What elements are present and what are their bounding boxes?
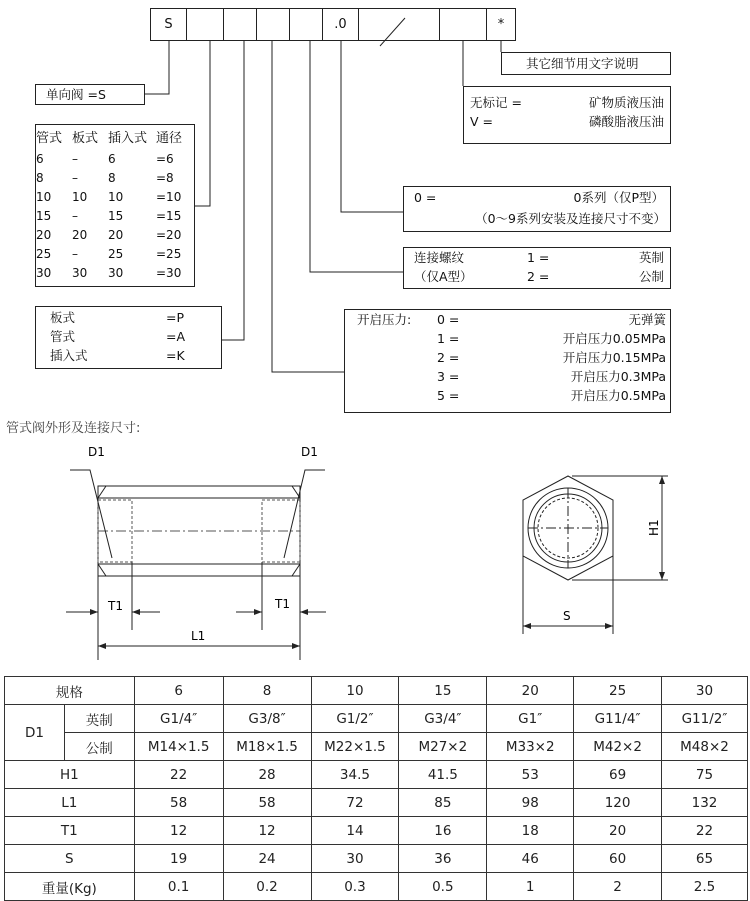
pressure-key: 2 = — [437, 350, 460, 365]
spec-row-label: T1 — [5, 817, 135, 845]
spec-cell: M27×2 — [399, 733, 487, 761]
note-other-text: 其它细节用文字说明 — [526, 56, 639, 71]
spec-cell: 36 — [399, 845, 487, 873]
code-cell-1: S — [150, 8, 187, 41]
spec-cell: G11/4″ — [574, 705, 662, 733]
diameter-header-bore: 通径 — [156, 131, 183, 146]
spec-cell: 22 — [134, 761, 223, 789]
pressure-value: 开启压力0.05MPa — [562, 331, 666, 346]
spec-cell: M48×2 — [662, 733, 748, 761]
pressure-value: 无弹簧 — [628, 312, 666, 327]
thread-label: 连接螺纹 — [414, 250, 465, 265]
spec-cell: G3/8″ — [223, 705, 311, 733]
spec-row — [5, 817, 748, 845]
valve-drawing — [0, 438, 750, 668]
pressure-value: 开启压力0.3MPa — [570, 369, 666, 384]
diameter-cell: 15 — [108, 209, 124, 223]
spec-cell: M14×1.5 — [134, 733, 223, 761]
pressure-value: 开启压力0.15MPa — [562, 350, 666, 365]
spec-cell: 10 — [311, 677, 399, 705]
thread-label-note: （仅A型） — [414, 269, 473, 284]
diameter-cell: – — [72, 171, 78, 185]
spec-cell: 0.5 — [399, 873, 487, 901]
spec-cell: 19 — [134, 845, 223, 873]
oil-v-value: 磷酸脂液压油 — [588, 114, 664, 129]
mounting-box — [35, 306, 222, 369]
spec-cell: 58 — [134, 789, 223, 817]
spec-cell: 120 — [574, 789, 662, 817]
spec-cell: 60 — [574, 845, 662, 873]
spec-cell: G11/2″ — [662, 705, 748, 733]
spec-row-label: L1 — [5, 789, 135, 817]
pressure-key: 1 = — [437, 331, 460, 346]
diameter-header-pipe: 管式 — [36, 131, 63, 146]
thread-opt2-value: 公制 — [638, 269, 664, 284]
spec-cell: 30 — [662, 677, 748, 705]
spec-cell: M33×2 — [487, 733, 574, 761]
label-d1-left: D1 — [88, 445, 105, 459]
spec-row-label: H1 — [5, 761, 135, 789]
pressure-box — [344, 309, 671, 413]
label-h1: H1 — [647, 519, 661, 536]
diameter-cell: 25 — [36, 247, 52, 261]
spec-cell: 12 — [134, 817, 223, 845]
pressure-key: 3 = — [437, 369, 460, 384]
diameter-box — [35, 124, 195, 287]
spec-cell: 28 — [223, 761, 311, 789]
oil-none-label: 无标记 = — [470, 95, 522, 110]
label-l1: L1 — [191, 629, 206, 643]
spec-cell: 14 — [311, 817, 399, 845]
spec-cell: 65 — [662, 845, 748, 873]
spec-cell: 41.5 — [399, 761, 487, 789]
diameter-cell: =8 — [156, 171, 174, 185]
mount-plate-value: =P — [166, 310, 185, 325]
label-t1-right: T1 — [275, 597, 290, 611]
mount-plate-label: 板式 — [50, 310, 76, 325]
spec-cell: 53 — [487, 761, 574, 789]
diameter-cell: 20 — [36, 228, 52, 242]
note-other-box — [501, 52, 671, 75]
diameter-cell: – — [72, 209, 78, 223]
diameter-cell: 8 — [36, 171, 44, 185]
spec-cell: 85 — [399, 789, 487, 817]
mount-insert-label: 插入式 — [50, 348, 88, 363]
diameter-cell: 20 — [108, 228, 124, 242]
spec-cell: 15 — [399, 677, 487, 705]
spec-row-metric — [5, 733, 748, 761]
spec-cell: 12 — [223, 817, 311, 845]
spec-cell: 1 — [487, 873, 574, 901]
spec-row — [5, 873, 748, 901]
pressure-key: 5 = — [437, 388, 460, 403]
label-d1-right: D1 — [301, 445, 318, 459]
spec-cell: 30 — [311, 845, 399, 873]
diameter-cell: 10 — [36, 190, 52, 204]
spec-label-size: 规格 — [5, 677, 135, 705]
diameter-cell: 6 — [36, 152, 44, 166]
diameter-cell: =25 — [156, 247, 182, 261]
diameter-cell: 20 — [72, 228, 88, 242]
spec-cell: 22 — [662, 817, 748, 845]
diameter-cell: 30 — [36, 266, 52, 280]
pressure-key: 0 = — [437, 312, 460, 327]
label-t1-left: T1 — [108, 599, 123, 613]
diameter-cell: =30 — [156, 266, 182, 280]
spec-cell: 18 — [487, 817, 574, 845]
label-s: S — [563, 609, 571, 623]
spec-cell: 46 — [487, 845, 574, 873]
spec-cell: 2.5 — [662, 873, 748, 901]
code-cell-9: * — [486, 8, 516, 41]
diameter-header-plate: 板式 — [72, 131, 99, 146]
spec-row — [5, 761, 748, 789]
spec-row-size — [5, 677, 748, 705]
diameter-cell: =15 — [156, 209, 182, 223]
spec-cell: 16 — [399, 817, 487, 845]
spec-row-label: 重量(Kg) — [5, 873, 135, 901]
diameter-cell: 15 — [36, 209, 52, 223]
spec-table — [4, 676, 748, 901]
pressure-value: 开启压力0.5MPa — [570, 388, 666, 403]
spec-cell: M18×1.5 — [223, 733, 311, 761]
spec-cell: M22×1.5 — [311, 733, 399, 761]
series-key: 0 = — [414, 190, 437, 205]
spec-cell: G1/4″ — [134, 705, 223, 733]
spec-cell: 20 — [487, 677, 574, 705]
spec-row-label: S — [5, 845, 135, 873]
mount-insert-value: =K — [166, 348, 185, 363]
diameter-cell: =20 — [156, 228, 182, 242]
thread-opt1-key: 1 = — [527, 250, 550, 265]
section-title: 管式阀外形及连接尺寸: — [6, 421, 141, 436]
spec-cell: 2 — [574, 873, 662, 901]
check-valve-box — [35, 84, 145, 105]
spec-row — [5, 845, 748, 873]
thread-opt1-value: 英制 — [638, 250, 664, 265]
diameter-cell: =10 — [156, 190, 182, 204]
spec-cell: 98 — [487, 789, 574, 817]
series-box — [403, 186, 671, 232]
spec-cell: 0.2 — [223, 873, 311, 901]
spec-cell: G1/2″ — [311, 705, 399, 733]
check-valve-text: 单向阀 =S — [46, 87, 106, 102]
spec-cell: 8 — [223, 677, 311, 705]
series-note: （0～9系列安装及连接尺寸不变） — [475, 211, 666, 226]
spec-row-imperial — [5, 705, 748, 733]
diameter-cell: 30 — [108, 266, 124, 280]
spec-label-d1: D1 — [5, 705, 65, 761]
mount-pipe-label: 管式 — [50, 329, 76, 344]
series-value: 0系列（仅P型） — [573, 190, 664, 205]
spec-cell: 0.1 — [134, 873, 223, 901]
spec-cell: 72 — [311, 789, 399, 817]
spec-cell: 24 — [223, 845, 311, 873]
spec-cell: 0.3 — [311, 873, 399, 901]
oil-none-value: 矿物质液压油 — [588, 95, 664, 110]
diameter-cell: =6 — [156, 152, 174, 166]
diameter-cell: 8 — [108, 171, 116, 185]
spec-cell: 58 — [223, 789, 311, 817]
spec-cell: G1″ — [487, 705, 574, 733]
diameter-cell: 30 — [72, 266, 88, 280]
spec-label-metric: 公制 — [64, 733, 134, 761]
spec-label-imperial: 英制 — [64, 705, 134, 733]
oil-v-label: V = — [470, 114, 493, 129]
diameter-cell: – — [72, 152, 78, 166]
pressure-title: 开启压力: — [357, 312, 412, 327]
oil-type-box — [463, 86, 671, 144]
diameter-cell: 6 — [108, 152, 116, 166]
spec-cell: 34.5 — [311, 761, 399, 789]
diameter-cell: 10 — [108, 190, 124, 204]
thread-box — [403, 247, 671, 289]
spec-cell: G3/4″ — [399, 705, 487, 733]
diameter-cell: – — [72, 247, 78, 261]
spec-cell: 75 — [662, 761, 748, 789]
spec-cell: 69 — [574, 761, 662, 789]
spec-row — [5, 789, 748, 817]
spec-cell: 132 — [662, 789, 748, 817]
spec-cell: 6 — [134, 677, 223, 705]
diameter-cell: 25 — [108, 247, 124, 261]
code-cell-6: .0 — [322, 8, 359, 41]
spec-cell: 20 — [574, 817, 662, 845]
diameter-header-insert: 插入式 — [108, 131, 148, 146]
mount-pipe-value: =A — [166, 329, 186, 344]
diameter-cell: 10 — [72, 190, 88, 204]
spec-cell: 25 — [574, 677, 662, 705]
thread-opt2-key: 2 = — [527, 269, 550, 284]
spec-cell: M42×2 — [574, 733, 662, 761]
